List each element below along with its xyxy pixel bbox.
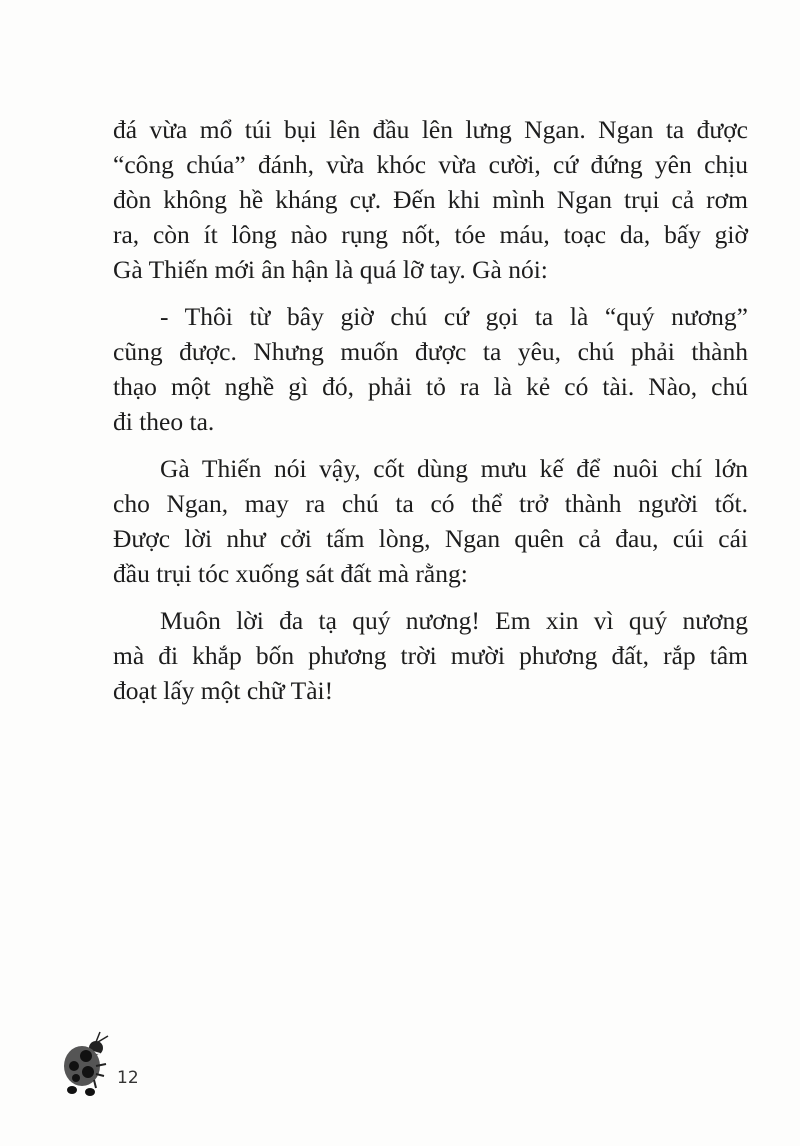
text-line: đòn không hề kháng cự. Đến khi mình Ngan trụi cả rơm — [113, 185, 748, 214]
text-line: đá vừa mổ túi bụi lên đầu lên lưng Ngan. Ngan ta được — [113, 115, 748, 144]
text-line: Được lời như cởi tấm lòng, Ngan quên cả đau, cúi cái — [113, 524, 748, 553]
text-line: Muôn lời đa tạ quý nương! Em xin vì quý nương — [160, 606, 748, 635]
body-text — [113, 112, 748, 720]
text-line: cũng được. Nhưng muốn được ta yêu, chú phải thành — [113, 337, 748, 366]
text-line: Gà Thiến nói vậy, cốt dùng mưu kế để nuôi chí lớn — [160, 454, 748, 483]
text-line: thạo một nghề gì đó, phải tỏ ra là kẻ có tài. Nào, chú — [113, 372, 748, 401]
paragraph — [113, 451, 748, 591]
text-line: ra, còn ít lông nào rụng nốt, tóe máu, toạc da, bấy giờ — [113, 220, 748, 249]
text-line: “công chúa” đánh, vừa khóc vừa cười, cứ đứng yên chịu — [113, 150, 748, 179]
text-line: - Thôi từ bây giờ chú cứ gọi ta là “quý nương” — [160, 302, 748, 331]
paragraph — [113, 112, 748, 287]
page-number: 12 — [117, 1068, 139, 1088]
paragraph — [113, 299, 748, 439]
paragraph — [113, 603, 748, 708]
ladybug-icon — [56, 1030, 118, 1098]
text-line: đầu trụi tóc xuống sát đất mà rằng: — [113, 559, 468, 588]
text-line: cho Ngan, may ra chú ta có thể trở thành người tốt. — [113, 489, 748, 518]
text-line: đoạt lấy một chữ Tài! — [113, 676, 334, 705]
text-line: Gà Thiến mới ân hận là quá lỡ tay. Gà nói: — [113, 255, 548, 284]
text-line: đi theo ta. — [113, 407, 215, 436]
text-line: mà đi khắp bốn phương trời mười phương đất, rắp tâm — [113, 641, 748, 670]
